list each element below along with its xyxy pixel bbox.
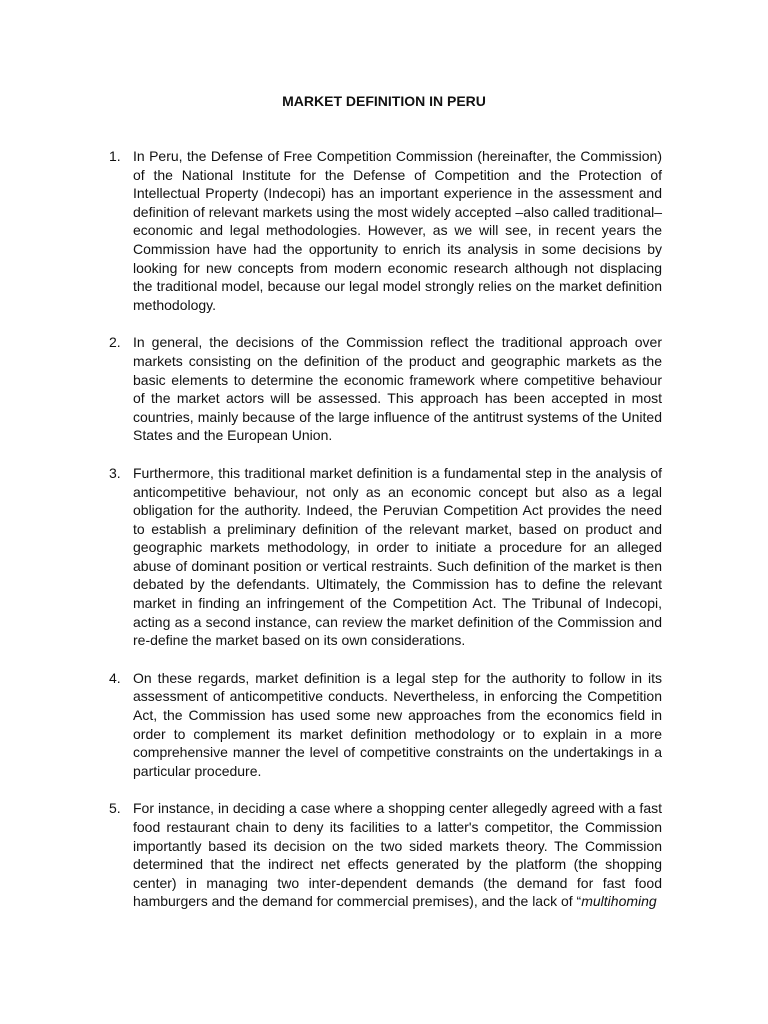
paragraph-text: On these regards, market definition is a legal step for the authority to follow in its assessment of anticompetitive conducts. Nevertheless, in enforcing the Competition Act, the Commission has used some new approaches from the economics field in order to complement its market definition methodology or to explain in a more comprehensive manner the level of competitive constraints on the undertakings in a particular procedure. bbox=[133, 669, 662, 779]
paragraph-text bbox=[133, 799, 662, 911]
paragraph-number: 1. bbox=[109, 148, 121, 164]
paragraph-number: 3. bbox=[109, 464, 121, 481]
paragraph-text: Furthermore, this traditional market definition is a fundamental step in the analysis of anticompetitive behaviour, not only as an economic concept but also as a legal obligation for the authority. Indeed, the Peruvian Competition Act provides the need to establish a preliminary definition of the relevant market, based on product and geographic markets methodology, in order to initiate a procedure for an alleged abuse of dominant position or vertical restraints. Such definition of the market is then debated by the defendants. Ultimately, the Commission has to define the relevant market in finding an infringement of the Competition Act. The Tribunal of Indecopi, acting as a second instance, can review the market definition of the Commission and re-define the market based on its own considerations. bbox=[133, 464, 662, 649]
paragraph-list bbox=[109, 147, 662, 930]
paragraph-number: 5. bbox=[109, 800, 121, 817]
list-item bbox=[109, 333, 662, 445]
paragraph-text: In Peru, the Defense of Free Competition Commission (hereinafter, the Commission) of the National Institute for the Defense of Competition and the Protection of Intellectual Property (Indecopi) has an important experience in the assessment and definition of relevant markets using the most widely accepted –also called traditional– economic and legal methodologies. However, as we will see, in recent years the Commission have had the opportunity to enrich its analysis in some decisions by looking for new concepts from modern economic research although not displacing the traditional model, because our legal model strongly relies on the market definition methodology. bbox=[133, 148, 662, 313]
list-item bbox=[109, 464, 662, 650]
paragraph-text: In general, the decisions of the Commission reflect the traditional approach over markets consisting on the definition of the product and geographic markets as the basic elements to determine the economic framework where competitive behaviour of the market actors will be assessed. This approach has been accepted in most countries, mainly because of the large influence of the antitrust systems of the United States and the European Union. bbox=[133, 334, 662, 444]
page-title: MARKET DEFINITION IN PERU bbox=[282, 93, 486, 109]
paragraph-number: 4. bbox=[109, 669, 121, 686]
list-item bbox=[109, 669, 662, 781]
paragraph-text-body: For instance, in deciding a case where a shopping center allegedly agreed with a fast food restaurant chain to deny its facilities to a latter's competitor, the Commission importantly based its decision on the two sided markets theory. The Commission determined that the indirect net effects generated by the platform (the shopping center) in managing two inter-dependent demands (the demand for fast food hamburgers and the demand for commercial premises), and the lack of “ bbox=[133, 800, 662, 910]
list-item bbox=[109, 147, 662, 314]
italic-term: multihoming bbox=[581, 893, 657, 910]
list-item bbox=[109, 799, 662, 911]
paragraph-number: 2. bbox=[109, 334, 121, 351]
